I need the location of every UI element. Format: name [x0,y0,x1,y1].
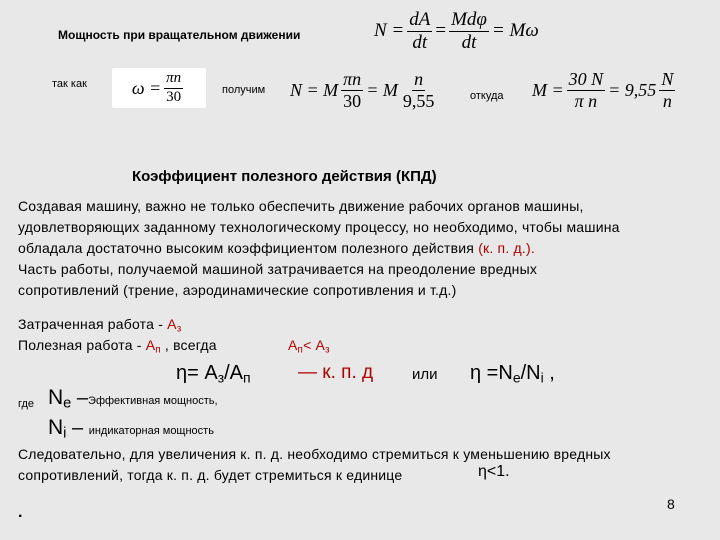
where-label: где [18,398,35,410]
kpd-abbreviation: (к. п. д.). [478,240,535,256]
formula-rhs: = Mω [491,20,539,42]
eta-subscript: i [540,369,544,386]
eta-power-lhs: η =N [470,362,513,384]
fraction-denominator: 30 [166,88,182,105]
text-line: Часть работы, получаемой машиной затрачивается на преодоление вредных [18,261,538,277]
eta-subscript: e [512,369,521,386]
whence-label: откуда [470,90,504,102]
symbol-subscript: e [63,395,72,412]
eta-power-formula [470,362,555,386]
symbol-letter: А [288,337,298,353]
definition-text: индикаторная мощность [88,425,214,437]
conclusion-paragraph [18,444,611,486]
useful-work-line [18,335,217,360]
definition-text: Эффективная мощность, [88,395,218,407]
formula-lhs: ω = [131,77,162,98]
spent-work-label: Затраченная работа - [18,316,168,332]
symbol-letter: А [145,337,156,353]
or-label: или [412,366,438,383]
moment-formula [532,70,678,111]
formula-mid: = 9,55 [608,79,657,100]
ni-symbol [48,416,67,442]
formula-mid: = M [366,79,398,100]
since-label: так как [52,78,87,90]
power-derivative-formula [374,10,539,53]
kpd-title: Коэффициент полезного действия (КПД) [132,168,437,185]
symbol-subscript: п [297,344,304,356]
eta-less-than-one: η<1. [478,463,510,480]
symbol-letter: N [48,416,64,439]
omega-formula-box [112,68,206,108]
text-line: Следовательно, для увеличения к. п. д. необходимо стремиться к уменьшению вредных [18,446,611,462]
symbol-letter: N [48,386,64,409]
fraction-numerator: dA [409,9,431,30]
symbol-subscript: з [325,344,330,356]
fraction-Mdphi-dt [449,10,489,53]
fraction-denominator: dt [412,31,428,53]
text-line-content: обладала достаточно высоким коэффициентом полезного действия [18,240,479,256]
definition-dash: – [71,387,89,409]
fraction-30N-pin [567,70,606,111]
fraction-numerator: n [414,69,424,89]
symbol-letter: А [167,316,177,332]
page-number: 8 [667,496,675,512]
text-line [18,238,620,259]
inequality-op: < А [303,337,326,353]
symbol-subscript: з [176,323,182,335]
fraction-denominator: n [662,90,672,111]
ne-symbol [48,386,72,412]
eta-kpd-label: — к. п. д [298,362,374,383]
always-text: , всегда [160,337,217,353]
eta-subscript: з [217,369,225,386]
spent-work-symbol [167,316,182,335]
eta-power-tail: , [543,362,555,384]
text-line: сопротивлений (трение, аэродинамические сопротивления и т.д.) [18,282,457,298]
fraction-denominator: dt [461,31,477,53]
fraction-denominator: 30 [343,90,362,111]
eta-formula [176,362,251,386]
useful-work-label: Полезная работа - [18,337,146,353]
fraction-pin-30 [164,71,183,106]
eta-lhs: η= А [176,362,218,384]
fraction-dA-dt [407,10,432,53]
symbol-subscript: i [63,425,67,442]
footer-dot: . [18,504,23,521]
work-inequality [288,335,330,360]
kpd-paragraph-1 [18,196,620,301]
definition-dash: – [66,417,89,439]
power-result-formula [290,70,439,111]
equals-sign: = [435,20,447,42]
fraction-N-n [659,70,675,111]
formula-lhs: M = [532,79,564,100]
rotational-power-heading: Мощность при вращательном движении [58,28,301,42]
formula-lhs: N = [374,20,405,42]
fraction-numerator: 30 N [568,69,604,89]
text-line: сопротивлений, тогда к. п. д. будет стремиться к единице [18,467,403,483]
eta-power-mid: /N [520,362,541,384]
effective-power-definition [48,386,218,412]
fraction-numerator: Mdφ [451,9,487,30]
symbol-subscript: п [155,344,161,356]
fraction-numerator: N [661,69,674,89]
text-line: удовлетворяющих заданному технологическому процессу, но необходимо, чтобы машина [18,219,620,235]
fraction-numerator: πn [164,71,183,89]
omega-formula [132,71,186,106]
eta-mid: /А [224,362,244,384]
fraction-numerator: πn [343,69,362,89]
indicated-power-definition [48,416,214,442]
fraction-n-955 [401,70,437,111]
fraction-denominator: π n [574,90,598,111]
fraction-denominator: 9,55 [402,90,435,111]
text-line: Создавая машину, важно не только обеспечить движение рабочих органов машины, [18,198,584,214]
eta-subscript: п [243,369,251,386]
useful-work-symbol [145,337,161,356]
formula-lhs: N = M [290,79,339,100]
fraction-pin-30 [341,70,363,111]
get-label: получим [222,84,266,96]
